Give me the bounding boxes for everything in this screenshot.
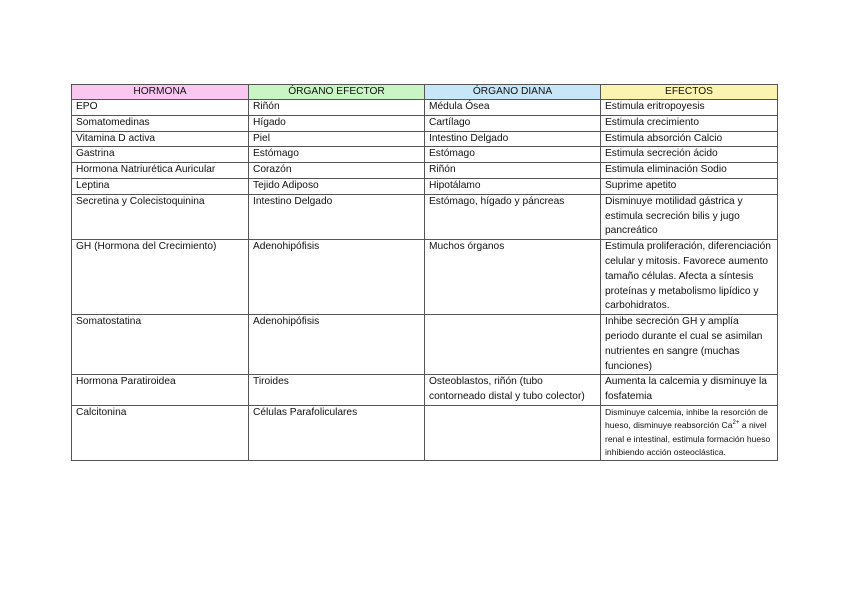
efectos-text-part2: a nivel renal e intestinal, estimula formación hueso inhibiendo acción osteoclástica. bbox=[605, 420, 771, 458]
cell-efectos: Aumenta la calcemia y disminuye la fosfatemia bbox=[601, 375, 778, 406]
cell-organo-diana: Médula Ósea bbox=[425, 100, 601, 116]
header-efectos: EFECTOS bbox=[601, 85, 778, 100]
cell-efectos: Estimula eliminación Sodio bbox=[601, 163, 778, 179]
hormone-table bbox=[71, 84, 778, 461]
header-organo-diana: ÓRGANO DIANA bbox=[425, 85, 601, 100]
cell-organo-diana: Estómago, hígado y páncreas bbox=[425, 194, 601, 239]
cell-organo-efector: Corazón bbox=[249, 163, 425, 179]
header-hormona: HORMONA bbox=[72, 85, 249, 100]
cell-hormona: Somatostatina bbox=[72, 315, 249, 375]
cell-efectos: Estimula eritropoyesis bbox=[601, 100, 778, 116]
cell-efectos: Suprime apetito bbox=[601, 178, 778, 194]
cell-hormona: Hormona Paratiroidea bbox=[72, 375, 249, 406]
cell-hormona: EPO bbox=[72, 100, 249, 116]
cell-hormona: Calcitonina bbox=[72, 405, 249, 460]
header-organo-efector: ÓRGANO EFECTOR bbox=[249, 85, 425, 100]
cell-organo-efector: Tiroides bbox=[249, 375, 425, 406]
cell-hormona: Hormona Natriurética Auricular bbox=[72, 163, 249, 179]
cell-organo-diana: Cartílago bbox=[425, 115, 601, 131]
cell-hormona: GH (Hormona del Crecimiento) bbox=[72, 240, 249, 315]
cell-organo-efector: Piel bbox=[249, 131, 425, 147]
cell-hormona: Leptina bbox=[72, 178, 249, 194]
cell-organo-diana: Hipotálamo bbox=[425, 178, 601, 194]
cell-organo-efector: Adenohipófisis bbox=[249, 240, 425, 315]
cell-organo-diana: Estómago bbox=[425, 147, 601, 163]
calcium-charge-superscript: 2+ bbox=[732, 420, 740, 427]
table-row bbox=[72, 163, 778, 179]
cell-efectos: Disminuye motilidad gástrica y estimula secreción bilis y jugo pancreático bbox=[601, 194, 778, 239]
cell-hormona: Gastrina bbox=[72, 147, 249, 163]
cell-organo-efector: Células Parafoliculares bbox=[249, 405, 425, 460]
table-header-row bbox=[72, 85, 778, 100]
table-row bbox=[72, 194, 778, 239]
cell-hormona: Somatomedinas bbox=[72, 115, 249, 131]
cell-organo-diana: Osteoblastos, riñón (tubo contorneado distal y tubo colector) bbox=[425, 375, 601, 406]
cell-efectos: Estimula secreción ácido bbox=[601, 147, 778, 163]
table-row bbox=[72, 147, 778, 163]
cell-organo-efector: Tejido Adiposo bbox=[249, 178, 425, 194]
cell-organo-diana bbox=[425, 405, 601, 460]
table-row bbox=[72, 405, 778, 460]
cell-efectos: Estimula proliferación, diferenciación celular y mitosis. Favorece aumento tamaño células. Afecta a síntesis proteínas y metabolismo lipídico y carbohidratos. bbox=[601, 240, 778, 315]
table-row bbox=[72, 375, 778, 406]
cell-efectos: Estimula absorción Calcio bbox=[601, 131, 778, 147]
cell-organo-diana: Intestino Delgado bbox=[425, 131, 601, 147]
cell-organo-diana: Muchos órganos bbox=[425, 240, 601, 315]
cell-organo-efector: Adenohipófisis bbox=[249, 315, 425, 375]
table-row bbox=[72, 100, 778, 116]
table-row bbox=[72, 131, 778, 147]
cell-efectos bbox=[601, 405, 778, 460]
table-row bbox=[72, 315, 778, 375]
table-row bbox=[72, 178, 778, 194]
cell-hormona: Secretina y Colecistoquinina bbox=[72, 194, 249, 239]
cell-organo-diana bbox=[425, 315, 601, 375]
table-row bbox=[72, 240, 778, 315]
cell-efectos: Estimula crecimiento bbox=[601, 115, 778, 131]
cell-hormona: Vitamina D activa bbox=[72, 131, 249, 147]
cell-efectos: Inhibe secreción GH y amplía periodo durante el cual se asimilan nutrientes en sangre (muchas funciones) bbox=[601, 315, 778, 375]
cell-organo-efector: Intestino Delgado bbox=[249, 194, 425, 239]
efectos-text-part1: Disminuye calcemia, inhibe la resorción de hueso, disminuye reabsorción Ca bbox=[605, 406, 768, 431]
cell-organo-efector: Hígado bbox=[249, 115, 425, 131]
cell-organo-efector: Riñón bbox=[249, 100, 425, 116]
cell-organo-efector: Estómago bbox=[249, 147, 425, 163]
cell-organo-diana: Riñón bbox=[425, 163, 601, 179]
table-row bbox=[72, 115, 778, 131]
